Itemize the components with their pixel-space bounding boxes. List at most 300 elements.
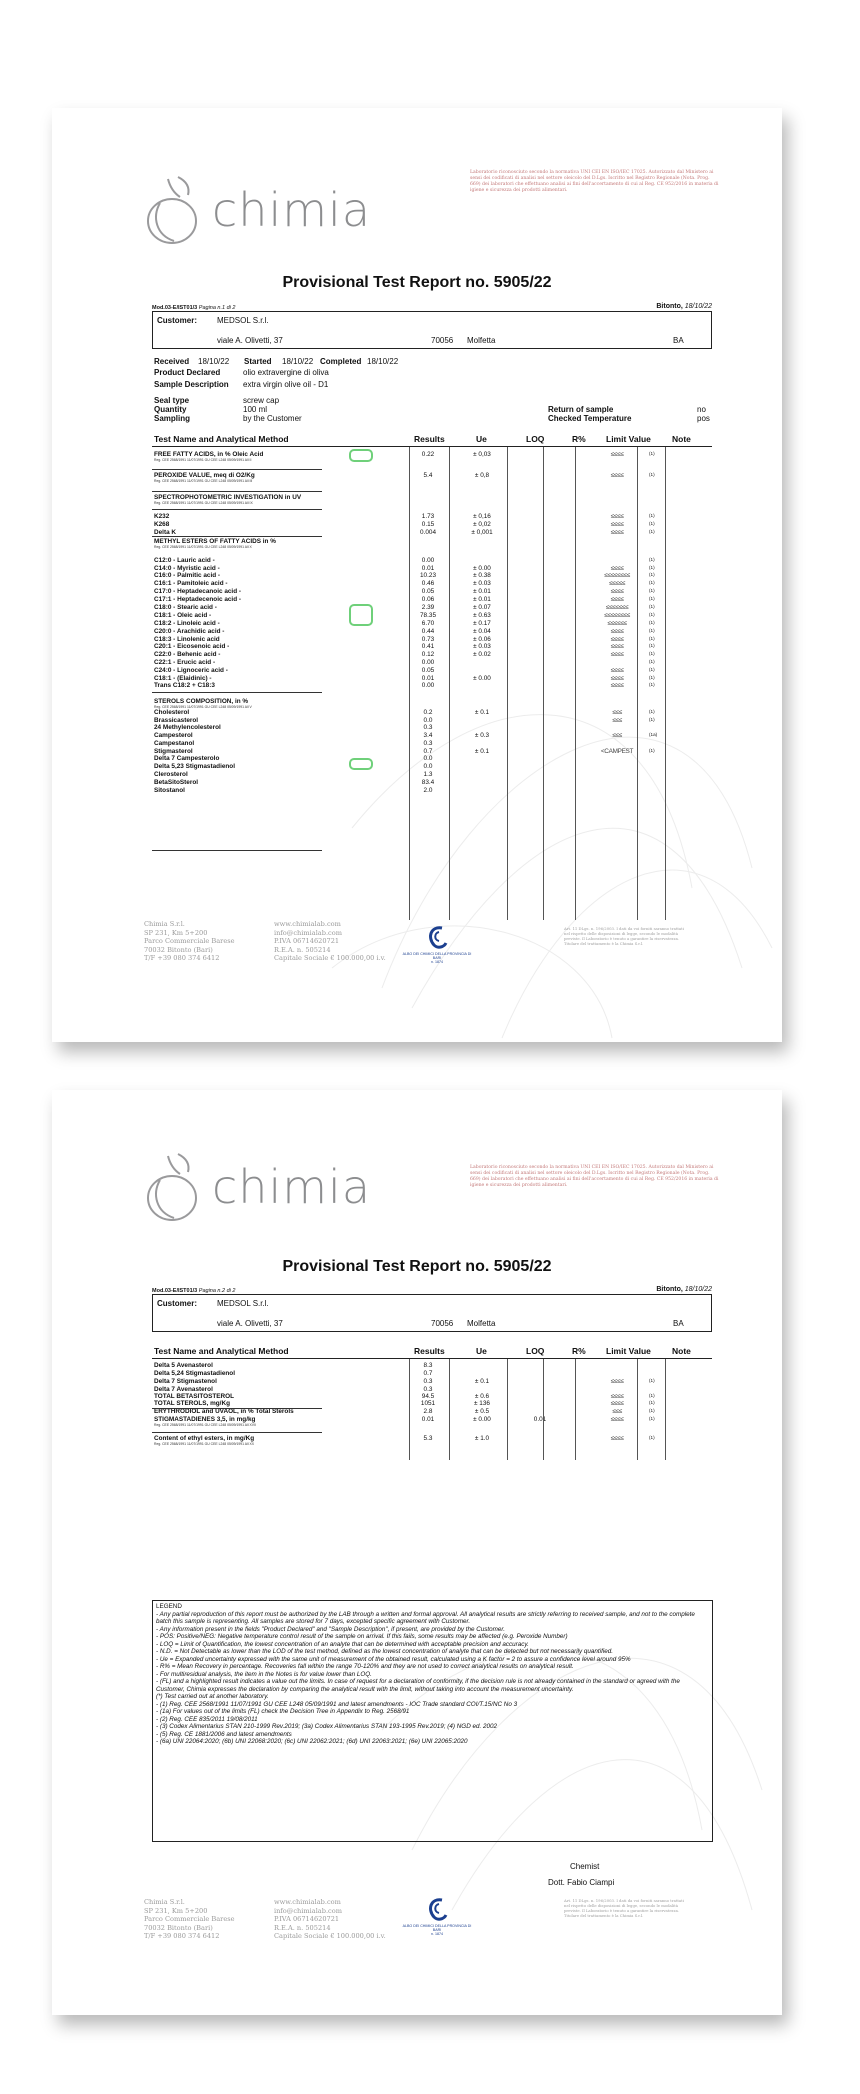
note-ref: (1) <box>649 748 655 753</box>
limit-value: ≤≤≤≤ <box>610 1416 624 1423</box>
note-ref: (1) <box>649 1416 655 1421</box>
column-divider <box>665 1359 666 1460</box>
result-value: 5.4 <box>423 472 433 479</box>
col-ue: Ue <box>476 1346 487 1356</box>
seal-number: n. 1874 <box>431 960 443 964</box>
limit-value: ≤≤≤≤ <box>610 651 624 658</box>
footer-line: SP 231, Km 5+200 <box>144 928 208 937</box>
uncertainty-value: ± 0.1 <box>474 748 490 755</box>
test-name: Content of ethyl esters, in mg/Kg <box>154 1435 255 1442</box>
received-date: 18/10/22 <box>198 357 230 366</box>
note-ref: (1) <box>649 588 655 593</box>
row-separator <box>152 509 322 510</box>
uncertainty-value: ± 0.3 <box>474 732 490 739</box>
result-value: 0.0 <box>423 717 433 724</box>
column-divider <box>637 1359 638 1460</box>
limit-value: ≤≤≤≤ <box>610 1435 624 1442</box>
footer-line: www.chimialab.com <box>274 920 341 928</box>
description-value: extra virgin olive oil - D1 <box>243 380 329 389</box>
limit-value: ≤≤≤≤ <box>610 628 624 635</box>
result-value: 0.0 <box>423 763 433 770</box>
seal-label: Seal type <box>154 396 190 405</box>
customer-name: MEDSOL S.r.l. <box>217 1299 269 1308</box>
results-table-header <box>152 1345 712 1359</box>
result-value: 0.2 <box>423 709 433 716</box>
seal-value: screw cap <box>243 396 280 405</box>
column-divider <box>449 447 450 920</box>
row-separator <box>152 1408 322 1409</box>
test-name: C16:1 - Pamitoleic acid - <box>154 580 228 587</box>
uncertainty-value: ± 0,8 <box>474 472 490 479</box>
uncertainty-value: ± 0.01 <box>473 596 491 603</box>
result-value: 0.46 <box>421 580 435 587</box>
note-ref: (1) <box>649 521 655 526</box>
report-page-1 <box>52 108 782 1042</box>
uncertainty-value: ± 0.6 <box>474 1393 490 1400</box>
limit-value: ≤≤≤≤≤≤≤≤ <box>604 612 630 619</box>
column-divider <box>507 447 508 920</box>
row-separator <box>152 469 322 470</box>
test-name: METHYL ESTERS OF FATTY ACIDS in % <box>154 538 276 545</box>
limit-value: ≤≤≤≤ <box>610 596 624 603</box>
legend-line: - (6a) UNI 22064:2020; (6b) UNI 22068:2020; (6c) UNI 22062:2021; (6d) UNI 22063:2021; (6e) UNI 22065:2020 <box>156 1738 468 1745</box>
result-value: 0.00 <box>421 682 435 689</box>
chemists-register-seal <box>402 1895 472 1936</box>
uncertainty-value: ± 0.02 <box>473 651 491 658</box>
col-note: Note <box>672 434 691 444</box>
test-name: Campestanol <box>154 740 195 747</box>
row-separator <box>152 850 322 851</box>
seal-icon <box>425 1895 449 1923</box>
note-ref: (1) <box>649 636 655 641</box>
test-name: C22:0 - Behenic acid - <box>154 651 221 658</box>
report-place: Bitonto, <box>656 303 683 310</box>
customer-zip: 70056 <box>431 336 454 345</box>
col-loq: LOQ <box>526 1346 545 1356</box>
test-name: C20:1 - Eicosenoic acid - <box>154 643 230 650</box>
footer-line: Parco Commerciale Barese <box>144 1915 235 1924</box>
method-reference: Reg. CEE 2568/1991 11/07/1991 GU CEE L248 05/09/1991 All III <box>154 479 253 483</box>
row-separator <box>152 491 322 492</box>
customer-city: Molfetta <box>467 1319 496 1328</box>
customer-name: MEDSOL S.r.l. <box>217 316 269 325</box>
report-place: Bitonto, <box>656 1286 683 1293</box>
footer-line: Capitale Sociale € 100.000,00 i.v. <box>274 1932 386 1941</box>
module-code: Mod.03-E/IST01/3 <box>152 305 198 311</box>
note-ref: (1) <box>649 643 655 648</box>
note-ref: (1) <box>649 667 655 672</box>
col-r: R% <box>572 1346 586 1356</box>
customer-province: BA <box>673 1319 684 1328</box>
customer-label: Customer: <box>157 316 198 325</box>
note-ref: (1) <box>649 451 655 456</box>
test-name: Delta 5,24 Stigmastadienol <box>154 1370 235 1377</box>
limit-value: ≤≤≤≤≤≤≤ <box>605 604 629 611</box>
col-limit: Limit Value <box>606 1346 651 1356</box>
legend-line: - (2) Reg. CEE 835/2011 19/08/2011 <box>156 1715 258 1723</box>
row-separator <box>152 536 322 537</box>
result-highlight-marker <box>349 758 373 770</box>
test-name: STIGMASTADIENES 3,5, in mg/kg <box>154 1416 256 1423</box>
test-name: C18:1 - Oleic acid - <box>154 612 212 619</box>
footer-company <box>144 920 235 963</box>
result-value: 0.05 <box>421 588 435 595</box>
test-name: K268 <box>154 521 170 528</box>
return-value: no <box>697 405 706 414</box>
legend-line: - (1a) For values out of the limits (FL) check the Decision Tree in Appendix to Reg. 2568/91 <box>156 1708 410 1715</box>
legend-line: - Ue = Expanded uncertainty expressed with the same unit of measurement of the obtained result, calculated using a K factor = 2 to assure a confidence level around 95% <box>156 1655 631 1663</box>
note-ref: (1) <box>649 620 655 625</box>
result-value: 0.0 <box>423 755 433 762</box>
limit-value: <CAMPEST <box>600 748 634 755</box>
limit-value: ≤≤≤≤≤ <box>608 580 626 587</box>
sampling-label: Sampling <box>154 414 191 423</box>
customer-box <box>152 1294 712 1332</box>
note-ref: (1) <box>649 675 655 680</box>
uncertainty-value: ± 0.1 <box>474 709 490 716</box>
uncertainty-value: ± 0,001 <box>471 529 493 536</box>
uncertainty-value: ± 0.5 <box>474 1408 490 1415</box>
limit-value: ≤≤≤≤ <box>610 636 624 643</box>
uncertainty-value: ± 0.00 <box>473 565 491 572</box>
result-value: 0.3 <box>423 724 433 731</box>
result-highlight-marker <box>349 449 373 462</box>
result-value: 0.22 <box>421 451 435 458</box>
page-number: Pagina n.2 di 2 <box>198 1288 236 1294</box>
uncertainty-value: ± 0.03 <box>473 643 491 650</box>
test-name: C16:0 - Palmitic acid - <box>154 572 221 579</box>
result-value: 2.8 <box>423 1408 433 1415</box>
uncertainty-value: ± 0.17 <box>473 620 491 627</box>
note-ref: (1) <box>649 529 655 534</box>
test-name: C24:0 - Lignoceric acid - <box>154 667 228 674</box>
accreditation-note: Laboratorio riconosciuto secondo la normativa UNI CEI EN ISO/IEC 17025. Autorizzato dal Ministero ai sensi dei codificati di analisi nel settore oleicolo del D.Lgs. Iscritto nel Registro Regionale (Nota. Prog. 669) dei laboratori che effettuano analisi ai fini dell'accertamento di cui al Reg. CE 952/2016 in materia di igiene e sicurezza dei prodotti alimentari. <box>470 170 719 193</box>
footer-line: R.E.A. n. 505214 <box>274 1923 331 1932</box>
col-results: Results <box>414 1346 445 1356</box>
seal-text: ALBO DEI CHIMICI DELLA PROVINCIA DI BARI <box>402 952 472 960</box>
limit-value: ≤≤≤≤ <box>610 1400 624 1407</box>
result-value: 0.73 <box>421 636 435 643</box>
test-name: STEROLS COMPOSITION, in % <box>154 698 249 705</box>
uncertainty-value: ± 0.00 <box>473 1416 491 1423</box>
column-divider <box>575 447 576 920</box>
received-label: Received <box>154 357 190 366</box>
report-title: Provisional Test Report no. 5905/22 <box>282 274 552 291</box>
test-name: C18:3 - Linolenic acid <box>154 636 220 643</box>
result-value: 0.41 <box>421 643 435 650</box>
column-divider <box>409 1359 410 1460</box>
test-name: Delta 7 Avenasterol <box>154 1386 213 1393</box>
chimia-logo <box>140 173 370 253</box>
result-value: 10.23 <box>420 572 436 579</box>
test-name: Trans C18:2 + C18:3 <box>154 682 215 689</box>
legend-line: - (5) Reg. CE 1881/2006 and latest amendments <box>156 1730 292 1738</box>
test-name: C20:0 - Arachidic acid - <box>154 628 225 635</box>
footer-line: 70032 Bitonto (Bari) <box>144 1923 213 1932</box>
completed-label: Completed <box>320 357 362 366</box>
description-label: Sample Description <box>154 380 229 389</box>
test-name: C18:2 - Linoleic acid - <box>154 620 220 627</box>
legend-title: LEGEND <box>156 1603 182 1610</box>
result-value: 0.44 <box>421 628 435 635</box>
logo-wordmark: chimia <box>212 1160 372 1214</box>
limit-value: ≤≤≤≤ <box>610 521 624 528</box>
footer-line: Parco Commerciale Barese <box>144 937 235 946</box>
limit-value: ≤≤≤≤ <box>610 1393 624 1400</box>
uncertainty-value: ± 0.1 <box>474 1378 490 1385</box>
result-value: 0.01 <box>421 675 435 682</box>
uncertainty-value: ± 0.07 <box>473 604 491 611</box>
note-ref: (1) <box>649 565 655 570</box>
col-loq: LOQ <box>526 434 545 444</box>
footer-contacts <box>274 920 386 963</box>
product-value: olio extravergine di oliva <box>243 368 329 377</box>
result-value: 0.06 <box>421 596 435 603</box>
footer-line: Chimia S.r.l. <box>144 1898 185 1906</box>
result-value: 1.3 <box>423 771 433 778</box>
note-ref: (1) <box>649 717 655 722</box>
result-value: 0.01 <box>421 1416 435 1423</box>
uncertainty-value: ± 0,16 <box>473 513 491 520</box>
uncertainty-value: ± 0.06 <box>473 636 491 643</box>
test-name: Brassicasterol <box>154 717 199 724</box>
col-limit: Limit Value <box>606 434 651 444</box>
seal-number: n. 1874 <box>431 1932 443 1936</box>
legend-line: - For multiresidual analysis, the item in the Notes is for value lower than LOQ. <box>156 1670 372 1678</box>
limit-value: ≤≤≤≤ <box>610 451 624 458</box>
started-date: 18/10/22 <box>282 357 314 366</box>
result-value: 5.3 <box>423 1435 433 1442</box>
result-value: 0.15 <box>421 521 435 528</box>
note-ref: (1) <box>649 580 655 585</box>
result-value: 1051 <box>420 1400 436 1407</box>
test-name: Delta 5,23 Stigmastadienol <box>154 763 235 770</box>
footer-contacts <box>274 1898 386 1941</box>
footer-legal-note: Art. 11 DLgs. n. 196/2003. I dati da voi forniti saranno trattati nel rispetto delle disposizioni di legge, secondo le modalità previste. Il Laboratorio è tenuto a garantire la riservatezza. Titolare del trattamento è la Chimia S.r.l. <box>564 1898 684 1918</box>
uncertainty-value: ± 1.0 <box>474 1435 490 1442</box>
seal-icon <box>425 923 449 951</box>
limit-value: ≤≤≤≤ <box>610 472 624 479</box>
test-name: BetaSitoSterol <box>154 779 199 786</box>
note-ref: (1) <box>649 604 655 609</box>
result-value: 83.4 <box>421 779 435 786</box>
note-ref: (1) <box>649 1400 655 1405</box>
result-value: 8.3 <box>423 1362 433 1369</box>
test-name: SPECTROPHOTOMETRIC INVESTIGATION in UV <box>154 494 302 501</box>
limit-value: ≤≤≤≤ <box>610 588 624 595</box>
footer-legal-note: Art. 11 DLgs. n. 196/2003. I dati da voi forniti saranno trattati nel rispetto delle disposizioni di legge, secondo le modalità previste. Il Laboratorio è tenuto a garantire la riservatezza. Titolare del trattamento è la Chimia S.r.l. <box>564 926 684 946</box>
result-value: 0.01 <box>421 565 435 572</box>
seal-text: ALBO DEI CHIMICI DELLA PROVINCIA DI BARI <box>402 1924 472 1932</box>
column-divider <box>449 1359 450 1460</box>
limit-value: ≤≤≤≤≤≤≤≤ <box>604 572 630 579</box>
test-name: Stigmasterol <box>154 748 193 755</box>
col-note: Note <box>672 1346 691 1356</box>
footer-line: www.chimialab.com <box>274 1898 341 1906</box>
note-ref: (1) <box>649 596 655 601</box>
limit-value: ≤≤≤≤ <box>610 675 624 682</box>
note-ref: (1) <box>649 659 655 664</box>
method-reference: Reg. CEE 2568/1991 11/07/1991 GU CEE L248 05/09/1991 All IX <box>154 501 253 505</box>
quantity-value: 100 ml <box>243 405 268 414</box>
report-date: 18/10/22 <box>684 303 712 310</box>
test-name: Delta 7 Campesterolo <box>154 755 220 762</box>
result-value: 6.70 <box>421 620 435 627</box>
column-divider <box>543 1359 544 1460</box>
test-name: K232 <box>154 513 170 520</box>
uncertainty-value: ± 0.63 <box>473 612 491 619</box>
limit-value: ≤≤≤≤ <box>610 682 624 689</box>
legend-line: - Any information present in the fields "Product Declared" and "Sample Description", if present, are provided by the Customer. <box>156 1625 506 1633</box>
test-name: Delta 5 Avenasterol <box>154 1362 213 1369</box>
limit-value: ≤≤≤≤ <box>610 643 624 650</box>
started-label: Started <box>244 357 272 366</box>
limit-value: ≤≤≤≤ <box>610 667 624 674</box>
results-table-header <box>152 433 712 447</box>
method-reference: Reg. CEE 2568/1991 11/07/1991 GU CEE L248 05/09/1991 All XX <box>154 1442 255 1446</box>
uncertainty-value: ± 0.38 <box>473 572 491 579</box>
limit-value: ≤≤≤≤ <box>610 513 624 520</box>
customer-box <box>152 311 712 349</box>
legend-lines <box>156 1611 709 1746</box>
test-name: C18:1 - (Elaidinic) - <box>154 675 212 682</box>
customer-province: BA <box>673 336 684 345</box>
limit-value: ≤≤≤≤ <box>610 565 624 572</box>
footer-line: T/F +39 080 374 6412 <box>144 954 220 963</box>
note-ref: (1) <box>649 682 655 687</box>
col-method: Test Name and Analytical Method <box>154 434 289 444</box>
module-code: Mod.03-E/IST01/3 <box>152 1288 198 1294</box>
test-name: 24 Methylencolesterol <box>154 724 221 731</box>
limit-value: ≤≤≤ <box>612 1408 622 1415</box>
accreditation-note: Laboratorio riconosciuto secondo la normativa UNI CEI EN ISO/IEC 17025. Autorizzato dal Ministero ai sensi dei codificati di analisi nel settore oleicolo del D.Lgs. Iscritto nel Registro Regionale (Nota. Prog. 669) dei laboratori che effettuano analisi ai fini dell'accertamento di cui al Reg. CE 952/2016 in materia di igiene e sicurezza dei prodotti alimentari. <box>470 1165 719 1188</box>
footer-line: SP 231, Km 5+200 <box>144 1906 208 1915</box>
page-number: Pagina n.1 di 2 <box>198 305 236 311</box>
footer-line: Capitale Sociale € 100.000,00 i.v. <box>274 954 386 963</box>
limit-value: ≤≤≤≤≤≤ <box>607 620 627 627</box>
temperature-value: pos <box>697 414 710 423</box>
uncertainty-value: ± 136 <box>474 1400 490 1407</box>
test-name: PEROXIDE VALUE, meq di O2/Kg <box>154 472 255 479</box>
test-name: C17:1 - Heptadecenoic acid - <box>154 596 242 603</box>
temperature-label: Checked Temperature <box>548 414 632 423</box>
note-ref: (1a) <box>649 732 658 737</box>
limit-value: ≤≤≤≤ <box>610 1378 624 1385</box>
col-ue: Ue <box>476 434 487 444</box>
note-ref: (1) <box>649 1378 655 1383</box>
note-ref: (1) <box>649 651 655 656</box>
result-value: 0.3 <box>423 740 433 747</box>
legend-line: - POS: Positive/NEG: Negative temperature control result of the sample on arrival. If this fails, some results may be affected (e.g. Peroxide Number) <box>156 1633 568 1640</box>
legend-box <box>152 1600 713 1842</box>
test-name: C14:0 - Myristic acid - <box>154 565 220 572</box>
test-name: C18:0 - Stearic acid - <box>154 604 217 611</box>
legend-line: - N.D. = Not Detectable as lower than the LOD of the test method, defined as the lowest concentration of analyte that can be detected but not necessarily quantified. <box>156 1648 613 1655</box>
legend-line: - LOQ = Limit of Quantification, the lowest concentration of an analyte that can be determined with acceptable precision and accuracy. <box>156 1640 529 1648</box>
uncertainty-value: ± 0.03 <box>473 580 491 587</box>
note-ref: (1) <box>649 557 655 562</box>
legend-line: - R% = Mean Recovery in percentage. Recoveries fall within the range 70-120% and they are not used to correct analytical results on analytical result. <box>156 1663 574 1670</box>
footer-line: R.E.A. n. 505214 <box>274 945 331 954</box>
test-name: C12:0 - Lauric acid - <box>154 557 215 564</box>
result-value: 0.7 <box>423 748 433 755</box>
result-value: 94.5 <box>421 1393 435 1400</box>
test-name: Clerosterol <box>154 771 188 778</box>
uncertainty-value: ± 0.01 <box>473 588 491 595</box>
note-ref: (1) <box>649 612 655 617</box>
test-name: Cholesterol <box>154 709 190 716</box>
method-reference: Reg. CEE 2568/1991 11/07/1991 GU CEE L248 05/09/1991 All V <box>154 705 252 709</box>
test-name: ERYTHRODIOL and UVAOL, in % Total Sterols <box>154 1408 294 1415</box>
sampling-value: by the Customer <box>243 414 302 423</box>
result-value: 0.00 <box>421 557 435 564</box>
test-name: C22:1 - Erucic acid - <box>154 659 216 666</box>
footer-line: info@chimialab.com <box>274 928 342 937</box>
footer-line: Chimia S.r.l. <box>144 920 185 928</box>
column-divider <box>409 447 410 920</box>
note-ref: (1) <box>649 513 655 518</box>
signature-name: Dott. Fabio Ciampi <box>548 1878 615 1887</box>
result-value: 0.004 <box>420 529 436 536</box>
result-value: 2.39 <box>421 604 435 611</box>
footer-line: P.IVA 06714620721 <box>274 1915 340 1924</box>
result-value: 0.3 <box>423 1378 433 1385</box>
test-name: C17:0 - Heptadecanoic acid - <box>154 588 242 595</box>
customer-address: viale A. Olivetti, 37 <box>217 336 283 345</box>
report-page-2 <box>52 1090 782 2015</box>
row-separator <box>152 1432 322 1433</box>
report-place-date <box>656 1286 712 1293</box>
result-value: 1.73 <box>421 513 435 520</box>
test-name: FREE FATTY ACIDS, in % Oleic Acid <box>154 451 264 458</box>
chemists-register-seal <box>402 923 472 964</box>
uncertainty-value: ± 0.04 <box>473 628 491 635</box>
note-ref: (1) <box>649 1435 655 1440</box>
customer-label: Customer: <box>157 1299 198 1308</box>
report-place-date <box>656 303 712 310</box>
uncertainty-value: ± 0.00 <box>473 675 491 682</box>
legend-line: - (3) Codex Alimentarius STAN 210-1999 Rev.2019; (3a) Codex Alimentarius STAN 193-1995 Rev.2019; (4) NGD ed. 2002 <box>156 1723 498 1730</box>
test-name: TOTAL STEROLS, mg/Kg <box>154 1400 230 1407</box>
customer-zip: 70056 <box>431 1319 454 1328</box>
quantity-label: Quantity <box>154 405 187 414</box>
column-divider <box>507 1359 508 1460</box>
footer-company <box>144 1898 235 1941</box>
legend-line: - (FL) and a highlighted result indicates a value out the limits. In case of request for a declaration of conformity, if the decision rule is not already contained in the standard or agreed with the Customer, Chimia expresses the declaration by comparing the analytical result with the limit, without taking into account the measurement uncertainty. <box>156 1678 680 1693</box>
result-highlight-marker <box>349 604 373 626</box>
footer-line: T/F +39 080 374 6412 <box>144 1932 220 1941</box>
result-value: 0.3 <box>423 1386 433 1393</box>
product-label: Product Declared <box>154 368 221 377</box>
customer-city: Molfetta <box>467 336 496 345</box>
column-divider <box>637 447 638 920</box>
uncertainty-value: ± 0,02 <box>473 521 491 528</box>
report-date: 18/10/22 <box>684 1286 712 1293</box>
result-value: 0.12 <box>421 651 435 658</box>
test-name: Delta K <box>154 529 177 536</box>
result-value: 0.05 <box>421 667 435 674</box>
col-method: Test Name and Analytical Method <box>154 1346 289 1356</box>
test-name: Campesterol <box>154 732 193 739</box>
uncertainty-value: ± 0,03 <box>473 451 491 458</box>
chimia-logo <box>140 1150 370 1230</box>
test-name: TOTAL BETASITOSTEROL <box>154 1393 235 1400</box>
method-reference: Reg. CEE 2568/1991 11/07/1991 GU CEE L248 05/09/1991 All XVII <box>154 1423 256 1427</box>
signature-role: Chemist <box>570 1862 600 1871</box>
result-value: 3.4 <box>423 732 433 739</box>
loq-value: 0.01 <box>533 1416 547 1423</box>
limit-value: ≤≤≤ <box>612 717 622 724</box>
